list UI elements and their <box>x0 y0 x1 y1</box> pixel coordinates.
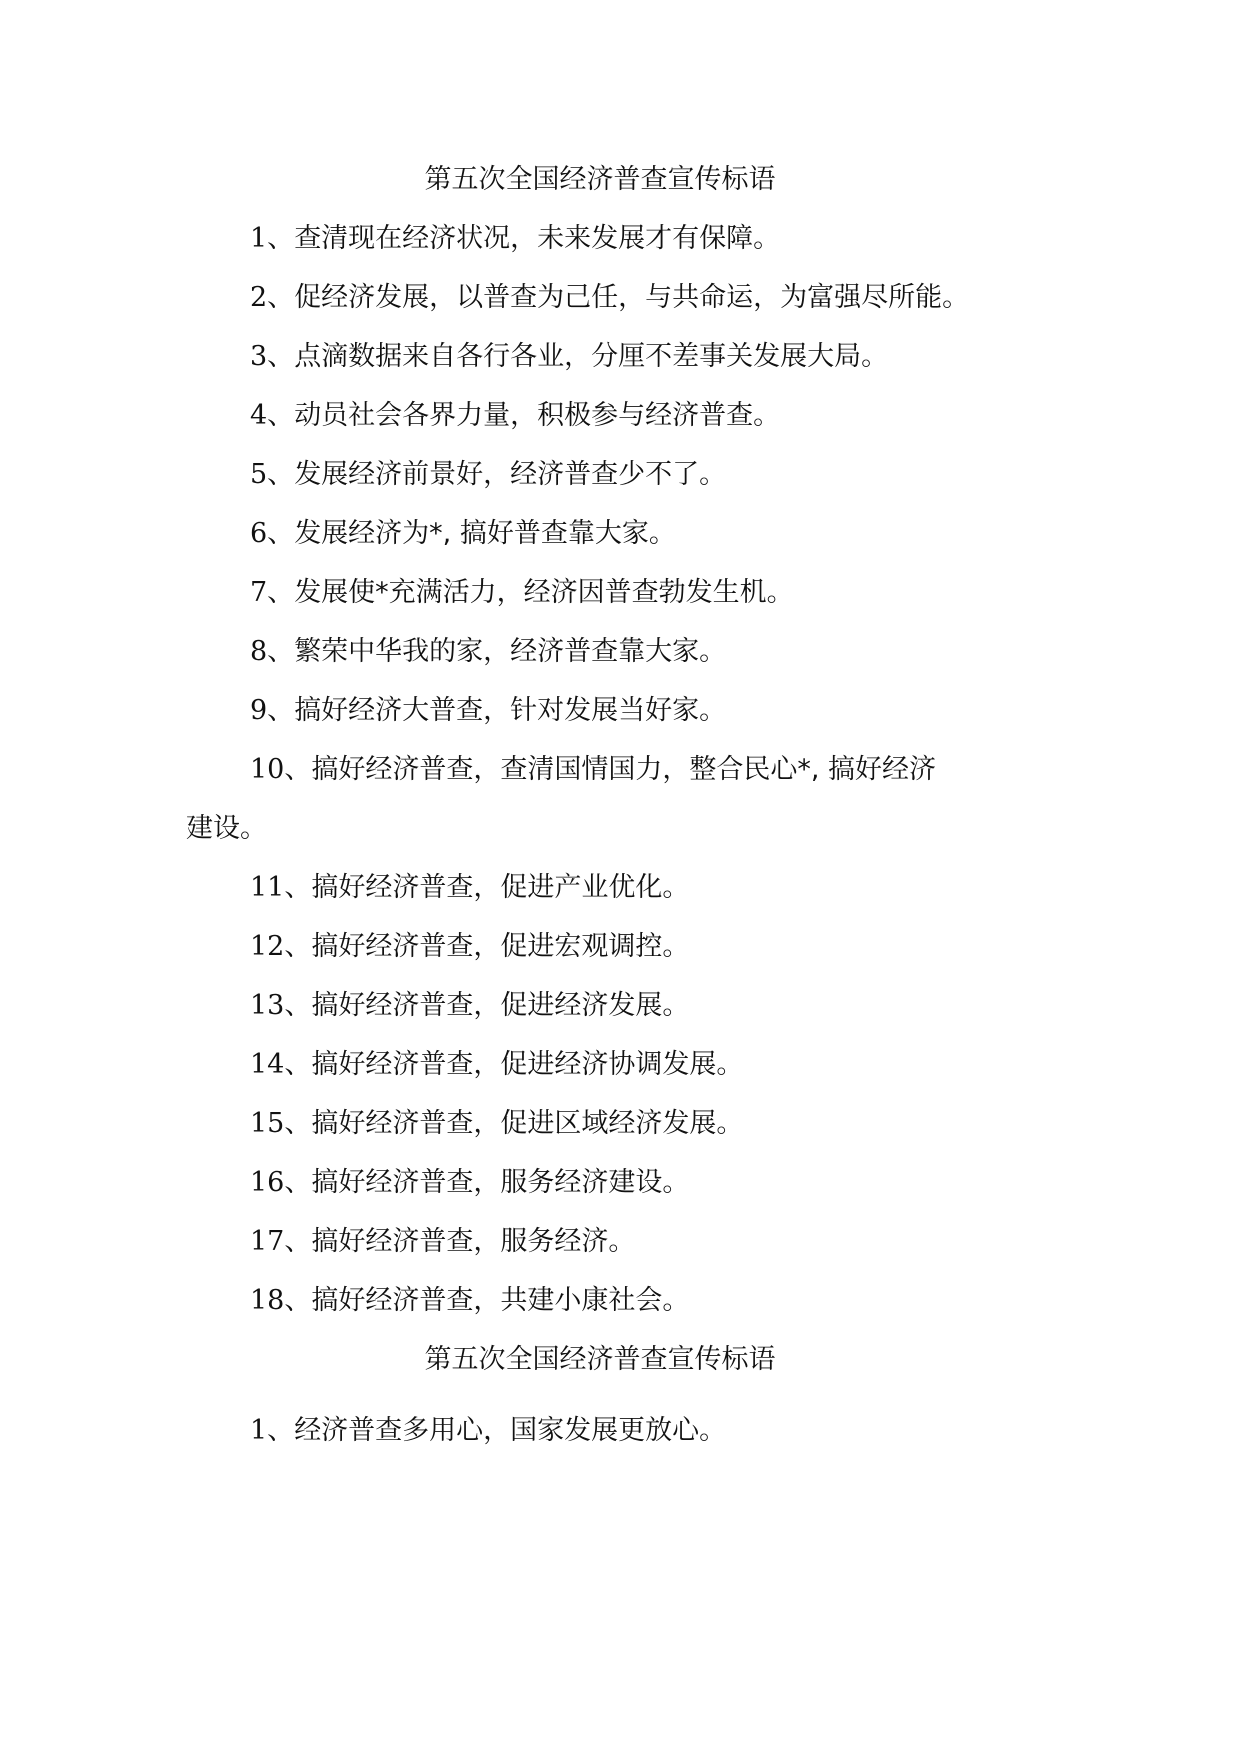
item-number: 9、 <box>250 695 295 726</box>
item-text: 经济普查多用心，国家发展更放心。 <box>294 1415 727 1446</box>
item-number: 3、 <box>250 341 295 372</box>
slogan-item-17 <box>250 1224 635 1260</box>
item-text: 搞好经济普查，促进宏观调控。 <box>311 931 690 962</box>
slogan-item-5 <box>250 457 726 493</box>
slogan-item-2 <box>250 280 969 316</box>
item-text: 发展使*充满活力，经济因普查勃发生机。 <box>294 577 794 608</box>
item-number: 13、 <box>250 990 312 1021</box>
slogan-item-3 <box>250 339 888 375</box>
slogan-item-4 <box>250 398 780 434</box>
item-text: 搞好经济普查，共建小康社会。 <box>311 1285 690 1316</box>
item-text: 动员社会各界力量，积极参与经济普查。 <box>294 400 781 431</box>
item-text: 搞好经济普查，促进经济发展。 <box>311 990 690 1021</box>
item-text: 发展经济为*, 搞好普查靠大家。 <box>294 518 676 549</box>
item-text: 搞好经济普查，服务经济。 <box>311 1226 636 1257</box>
item-text: 搞好经济普查，促进经济协调发展。 <box>311 1049 744 1080</box>
slogan-item-10-continuation: 建设。 <box>186 813 267 844</box>
slogan-item-10 <box>250 752 936 788</box>
slogan-item-15 <box>250 1106 743 1142</box>
item-number: 12、 <box>250 931 312 962</box>
item-text: 促经济发展，以普查为己任，与共命运，为富强尽所能。 <box>294 282 970 313</box>
slogan-item-11 <box>250 870 689 906</box>
item-text: 搞好经济普查，服务经济建设。 <box>311 1167 690 1198</box>
document-title-repeat: 第五次全国经济普查宣传标语 <box>424 1344 776 1375</box>
item-text: 发展经济前景好，经济普查少不了。 <box>294 459 727 490</box>
item-number: 18、 <box>250 1285 312 1316</box>
item-text: 搞好经济大普查，针对发展当好家。 <box>294 695 727 726</box>
item-text: 搞好经济普查，查清国情国力，整合民心*, 搞好经济 <box>311 754 937 785</box>
slogan-item-9 <box>250 693 726 729</box>
item-number: 14、 <box>250 1049 312 1080</box>
item-number: 15、 <box>250 1108 312 1139</box>
slogan-item-8 <box>250 634 726 670</box>
slogan-item-14 <box>250 1047 743 1083</box>
item-text: 繁荣中华我的家，经济普查靠大家。 <box>294 636 727 667</box>
item-number: 10、 <box>250 754 312 785</box>
item-text: 查清现在经济状况，未来发展才有保障。 <box>294 223 781 254</box>
item-number: 2、 <box>250 282 295 313</box>
slogan-item-7 <box>250 575 794 611</box>
slogan-item-12 <box>250 929 689 965</box>
item-number: 5、 <box>250 459 295 490</box>
item-text: 搞好经济普查，促进区域经济发展。 <box>311 1108 744 1139</box>
item-number: 16、 <box>250 1167 312 1198</box>
slogan-item-18 <box>250 1283 689 1319</box>
item-number: 1、 <box>250 1415 295 1446</box>
slogan-item-6 <box>250 516 676 552</box>
item-text: 点滴数据来自各行各业，分厘不差事关发展大局。 <box>294 341 889 372</box>
item-number: 4、 <box>250 400 295 431</box>
slogan-item-16 <box>250 1165 689 1201</box>
document-title: 第五次全国经济普查宣传标语 <box>424 164 776 195</box>
item-number: 8、 <box>250 636 295 667</box>
slogan-item-second-1 <box>250 1413 726 1449</box>
slogan-item-1 <box>250 221 780 257</box>
item-text: 搞好经济普查，促进产业优化。 <box>311 872 690 903</box>
slogan-item-13 <box>250 988 689 1024</box>
item-number: 1、 <box>250 223 295 254</box>
item-number: 7、 <box>250 577 295 608</box>
item-number: 17、 <box>250 1226 312 1257</box>
item-number: 11、 <box>250 872 312 903</box>
item-number: 6、 <box>250 518 295 549</box>
